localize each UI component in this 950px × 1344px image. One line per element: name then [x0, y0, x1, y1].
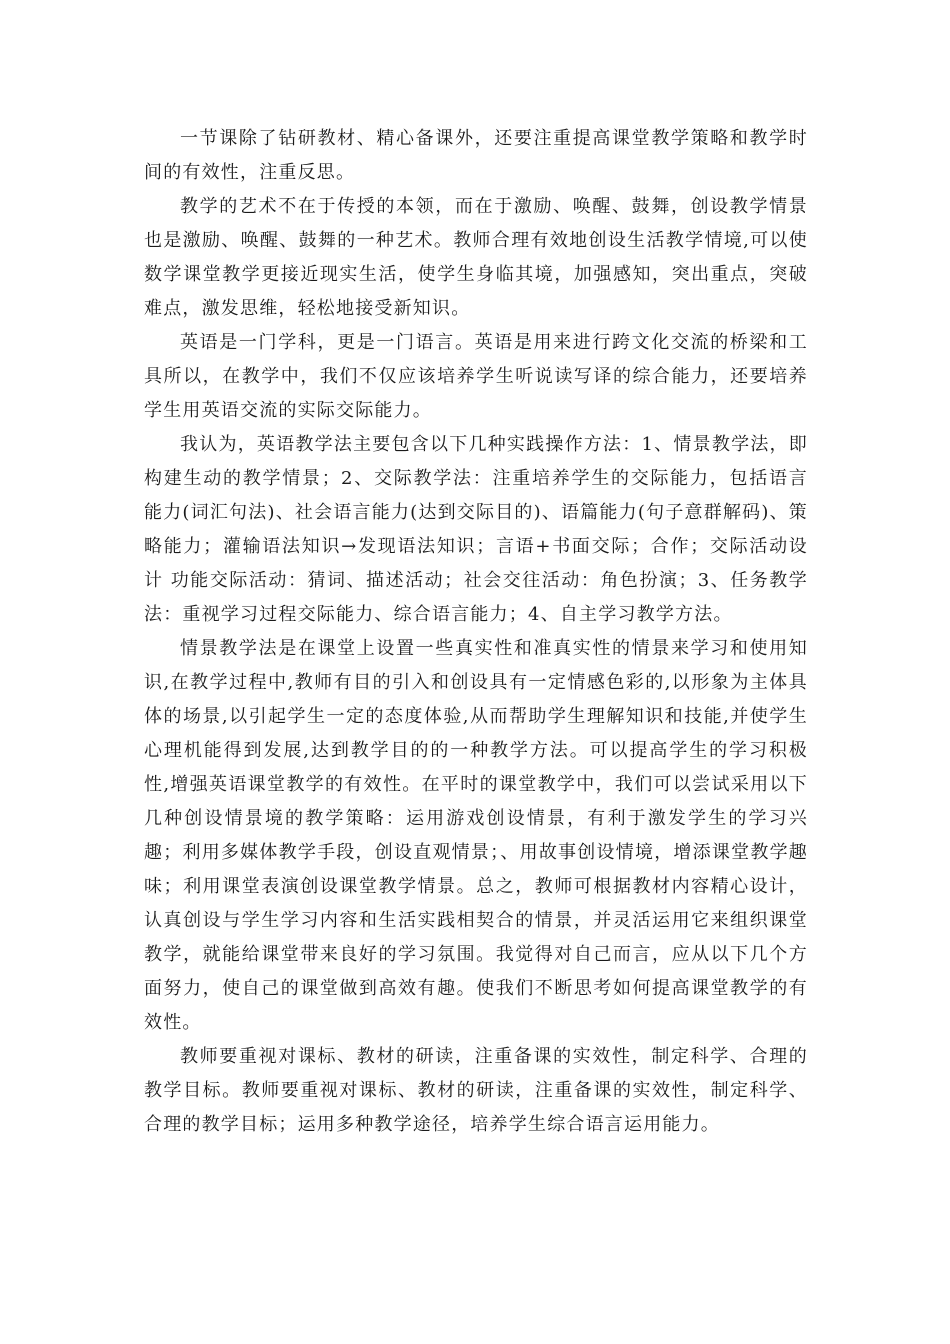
paragraph-5: 情景教学法是在课堂上设置一些真实性和准真实性的情景来学习和使用知识,在教学过程中,教师有目的引入和创设具有一定情感色彩的,以形象为主体具体的场景,以引起学生一定的态度体验,从而帮助学生理解知识和技能,并使学生心理机能得到发展,达到教学目的的一种教学方法。可以提高学生的学习积极性,增强英语课堂教学的有效性。在平时的课堂教学中，我们可以尝试采用以下几种创设情景境的教学策略：运用游戏创设情景，有利于激发学生的学习兴趣；利用多媒体教学手段，创设直观情景；、用故事创设情境，增添课堂教学趣味；利用课堂表演创设课堂教学情景。总之，教师可根据教材内容精心设计，认真创设与学生学习内容和生活实践相契合的情景，并灵活运用它来组织课堂教学，就能给课堂带来良好的学习氛围。我觉得对自己而言，应从以下几个方面努力，使自己的课堂做到高效有趣。使我们不断思考如何提高课堂教学的有效性。	[144, 638, 808, 1033]
paragraph-6: 教师要重视对课标、教材的研读，注重备课的实效性，制定科学、合理的教学目标。教师要重视对课标、教材的研读，注重备课的实效性，制定科学、合理的教学目标；运用多种教学途径，培养学生综合语言运用能力。	[144, 1046, 808, 1135]
paragraph-4: 我认为，英语教学法主要包含以下几种实践操作方法：1、情景教学法，即构建生动的教学情景；2、交际教学法：注重培养学生的交际能力，包括语言能力(词汇句法)、社会语言能力(达到交际目的)、语篇能力(句子意群解码)、策略能力；灌输语法知识→发现语法知识；言语+书面交际；合作；交际活动设计 功能交际活动：猜词、描述活动；社会交往活动：角色扮演；3、任务教学法：重视学习过程交际能力、综合语言能力；4、自主学习教学方法。	[144, 434, 808, 625]
paragraph-3: 英语是一门学科，更是一门语言。英语是用来进行跨文化交流的桥梁和工具所以，在教学中，我们不仅应该培养学生听说读写译的综合能力，还要培养学生用英语交流的实际交际能力。	[144, 332, 808, 421]
document-body	[144, 122, 808, 1142]
paragraph-2: 教学的艺术不在于传授的本领，而在于激励、唤醒、鼓舞，创设教学情景也是激励、唤醒、鼓舞的一种艺术。教师合理有效地创设生活教学情境,可以使数学课堂教学更接近现实生活，使学生身临其境，加强感知，突出重点，突破难点，激发思维，轻松地接受新知识。	[144, 196, 808, 319]
paragraph-1: 一节课除了钻研教材、精心备课外，还要注重提高课堂教学策略和教学时间的有效性，注重反思。	[144, 128, 808, 183]
